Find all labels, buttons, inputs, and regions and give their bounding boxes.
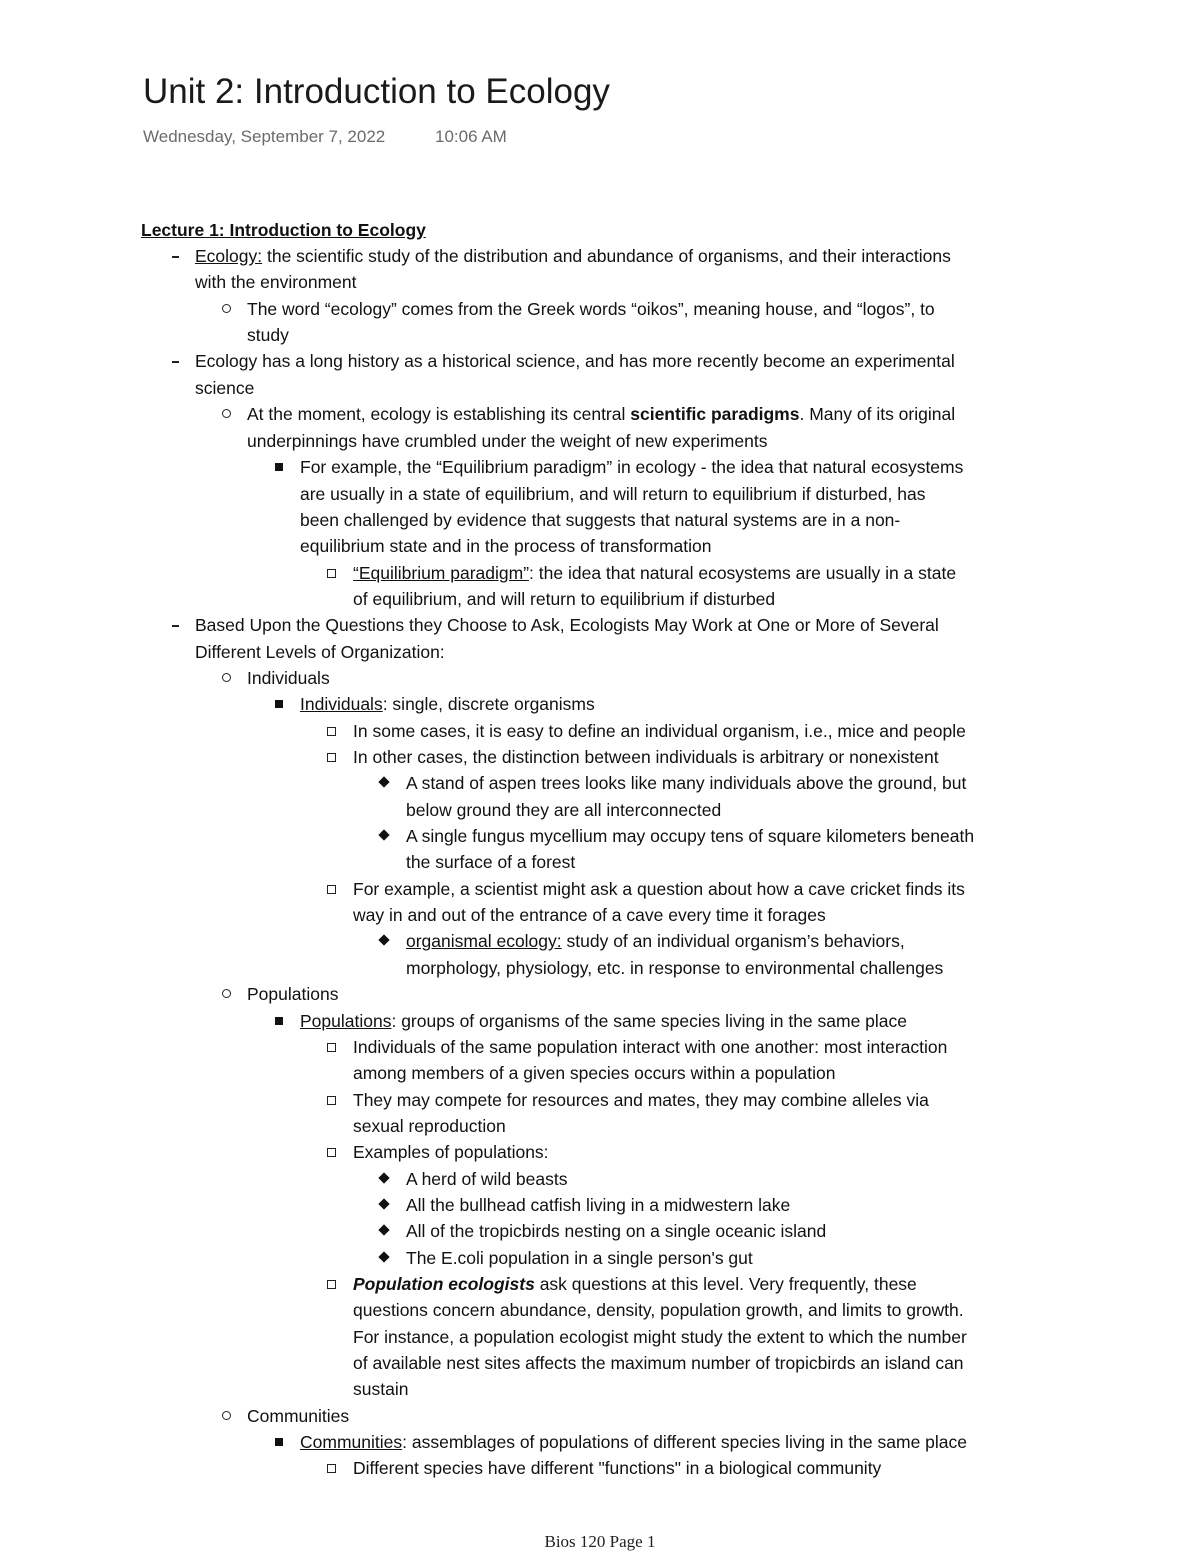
text-run: Populations xyxy=(247,984,339,1004)
text-run: They may compete for resources and mates, they may combine alleles via xyxy=(353,1090,929,1110)
box-bullet-icon xyxy=(327,753,336,762)
list-item xyxy=(406,928,905,954)
list-item xyxy=(353,876,965,902)
square-bullet-icon xyxy=(275,463,283,471)
text-run: underpinnings have crumbled under the weight of new experiments xyxy=(247,431,768,451)
list-item xyxy=(300,1429,967,1455)
text-run: All the bullhead catfish living in a midwestern lake xyxy=(406,1195,791,1215)
list-item xyxy=(195,243,951,269)
dash-bullet-icon xyxy=(172,256,179,258)
emphasis-text: organismal ecology: xyxy=(406,931,562,951)
text-run: ask questions at this level. Very frequently, these xyxy=(534,1274,917,1294)
text-run: among members of a given species occurs within a population xyxy=(353,1063,836,1083)
emphasis-text: Populations xyxy=(300,1011,392,1031)
page-title: Unit 2: Introduction to Ecology xyxy=(143,72,610,111)
text-run: Individuals xyxy=(247,668,330,688)
text-run: science xyxy=(195,378,255,398)
list-item xyxy=(353,1034,947,1060)
text-run: sustain xyxy=(353,1379,409,1399)
text-run: At the moment, ecology is establishing its central xyxy=(247,404,631,424)
text-run: the scientific study of the distribution and abundance of organisms, and their interactions xyxy=(262,246,951,266)
list-item xyxy=(406,1192,790,1218)
list-item-continuation xyxy=(406,955,943,981)
text-run: are usually in a state of equilibrium, and will return to equilibrium if disturbed, has xyxy=(300,484,926,504)
list-item xyxy=(247,665,330,691)
list-item-continuation xyxy=(247,322,289,348)
list-item xyxy=(406,1218,826,1244)
box-bullet-icon xyxy=(327,1148,336,1157)
text-run: of equilibrium, and will return to equilibrium if disturbed xyxy=(353,589,776,609)
list-item-continuation xyxy=(195,375,254,401)
list-item-continuation xyxy=(300,481,925,507)
emphasis-text: “Equilibrium paradigm” xyxy=(353,563,530,583)
text-run: equilibrium state and in the process of transformation xyxy=(300,536,712,556)
list-item xyxy=(353,1455,881,1481)
text-run: sexual reproduction xyxy=(353,1116,506,1136)
list-item xyxy=(300,454,963,480)
text-run: Based Upon the Questions they Choose to Ask, Ecologists May Work at One or More of Several xyxy=(195,615,939,635)
emphasis-text: scientific paradigms xyxy=(630,404,800,424)
list-item xyxy=(406,1245,753,1271)
box-bullet-icon xyxy=(327,1043,336,1052)
text-run: : assemblages of populations of different species living in the same place xyxy=(402,1432,967,1452)
text-run: morphology, physiology, etc. in response to environmental challenges xyxy=(406,958,944,978)
page-footer: Bios 120 Page 1 xyxy=(544,1532,656,1551)
text-run: For example, a scientist might ask a question about how a cave cricket finds its xyxy=(353,879,965,899)
text-run: . Many of its original xyxy=(799,404,956,424)
text-run: The E.coli population in a single person's gut xyxy=(406,1248,753,1268)
text-run: A stand of aspen trees looks like many individuals above the ground, but xyxy=(406,773,967,793)
text-run: questions concern abundance, density, population growth, and limits to growth. xyxy=(353,1300,964,1320)
list-item-continuation xyxy=(353,902,826,928)
text-run: : groups of organisms of the same species living in the same place xyxy=(391,1011,908,1031)
list-item xyxy=(406,1166,567,1192)
text-run: All of the tropicbirds nesting on a single oceanic island xyxy=(406,1221,827,1241)
text-run: Different Levels of Organization: xyxy=(195,642,445,662)
list-item xyxy=(353,744,939,770)
text-run: For example, the “Equilibrium paradigm” in ecology - the idea that natural ecosystems xyxy=(300,457,964,477)
list-item xyxy=(406,823,974,849)
dash-bullet-icon xyxy=(172,625,179,627)
text-run: way in and out of the entrance of a cave every time it forages xyxy=(353,905,826,925)
box-bullet-icon xyxy=(327,569,336,578)
list-item xyxy=(406,770,966,796)
list-item-continuation xyxy=(353,1350,964,1376)
list-item-continuation xyxy=(406,849,575,875)
list-item-continuation xyxy=(300,533,711,559)
circle-bullet-icon xyxy=(222,304,231,313)
diamond-bullet-icon xyxy=(378,829,389,840)
text-run: : the idea that natural ecosystems are usually in a state xyxy=(529,563,957,583)
list-item xyxy=(353,1087,929,1113)
dash-bullet-icon xyxy=(172,361,179,363)
emphasis-text: Communities xyxy=(300,1432,403,1452)
list-item-continuation xyxy=(247,428,767,454)
list-item xyxy=(353,560,956,586)
list-item-continuation xyxy=(195,269,356,295)
text-run: A herd of wild beasts xyxy=(406,1169,568,1189)
box-bullet-icon xyxy=(327,1096,336,1105)
text-run: A single fungus mycellium may occupy tens of square kilometers beneath xyxy=(406,826,975,846)
section-heading xyxy=(141,217,426,243)
text-run: study xyxy=(247,325,289,345)
text-run: study of an individual organism’s behaviors, xyxy=(561,931,905,951)
emphasis-text: Lecture 1: Introduction to Ecology xyxy=(141,220,426,240)
text-run: : single, discrete organisms xyxy=(382,694,595,714)
diamond-bullet-icon xyxy=(378,776,389,787)
text-run: been challenged by evidence that suggests that natural systems are in a non- xyxy=(300,510,901,530)
list-item xyxy=(353,1271,917,1297)
list-item-continuation xyxy=(353,1297,964,1323)
emphasis-text: Ecology: xyxy=(195,246,263,266)
text-run: below ground they are all interconnected xyxy=(406,800,722,820)
circle-bullet-icon xyxy=(222,989,231,998)
list-item xyxy=(353,1139,549,1165)
list-item xyxy=(247,981,338,1007)
text-run: In some cases, it is easy to define an individual organism, i.e., mice and people xyxy=(353,721,966,741)
text-run: Ecology has a long history as a historical science, and has more recently become an experimental xyxy=(195,351,955,371)
list-item-continuation xyxy=(353,586,775,612)
text-run: the surface of a forest xyxy=(406,852,576,872)
list-item xyxy=(247,401,955,427)
text-run: Examples of populations: xyxy=(353,1142,549,1162)
page-date: Wednesday, September 7, 2022 xyxy=(143,127,386,146)
list-item-continuation xyxy=(353,1376,408,1402)
box-bullet-icon xyxy=(327,1280,336,1289)
list-item xyxy=(247,1403,349,1429)
list-item xyxy=(247,296,935,322)
circle-bullet-icon xyxy=(222,409,231,418)
diamond-bullet-icon xyxy=(378,934,389,945)
box-bullet-icon xyxy=(327,1464,336,1473)
list-item xyxy=(300,691,595,717)
text-run: The word “ecology” comes from the Greek words “oikos”, meaning house, and “logos”, to xyxy=(247,299,935,319)
square-bullet-icon xyxy=(275,700,283,708)
square-bullet-icon xyxy=(275,1017,283,1025)
circle-bullet-icon xyxy=(222,1411,231,1420)
text-run: Individuals of the same population interact with one another: most interaction xyxy=(353,1037,948,1057)
list-item xyxy=(195,612,939,638)
text-run: For instance, a population ecologist might study the extent to which the number xyxy=(353,1327,967,1347)
emphasis-text: Population ecologists xyxy=(353,1274,535,1294)
list-item-continuation xyxy=(353,1324,967,1350)
list-item-continuation xyxy=(300,507,900,533)
list-item xyxy=(195,348,955,374)
list-item xyxy=(353,718,966,744)
text-run: of available nest sites affects the maximum number of tropicbirds an island can xyxy=(353,1353,964,1373)
box-bullet-icon xyxy=(327,885,336,894)
text-run: In other cases, the distinction between individuals is arbitrary or nonexistent xyxy=(353,747,939,767)
diamond-bullet-icon xyxy=(378,1251,389,1262)
list-item xyxy=(300,1008,907,1034)
box-bullet-icon xyxy=(327,727,336,736)
diamond-bullet-icon xyxy=(378,1172,389,1183)
page-time: 10:06 AM xyxy=(435,127,507,146)
text-run: with the environment xyxy=(195,272,357,292)
diamond-bullet-icon xyxy=(378,1224,389,1235)
square-bullet-icon xyxy=(275,1438,283,1446)
list-item-continuation xyxy=(353,1060,835,1086)
diamond-bullet-icon xyxy=(378,1198,389,1209)
text-run: Different species have different "functions" in a biological community xyxy=(353,1458,882,1478)
circle-bullet-icon xyxy=(222,673,231,682)
text-run: Communities xyxy=(247,1406,350,1426)
list-item-continuation xyxy=(406,797,721,823)
emphasis-text: Individuals xyxy=(300,694,383,714)
list-item-continuation xyxy=(195,639,445,665)
list-item-continuation xyxy=(353,1113,506,1139)
